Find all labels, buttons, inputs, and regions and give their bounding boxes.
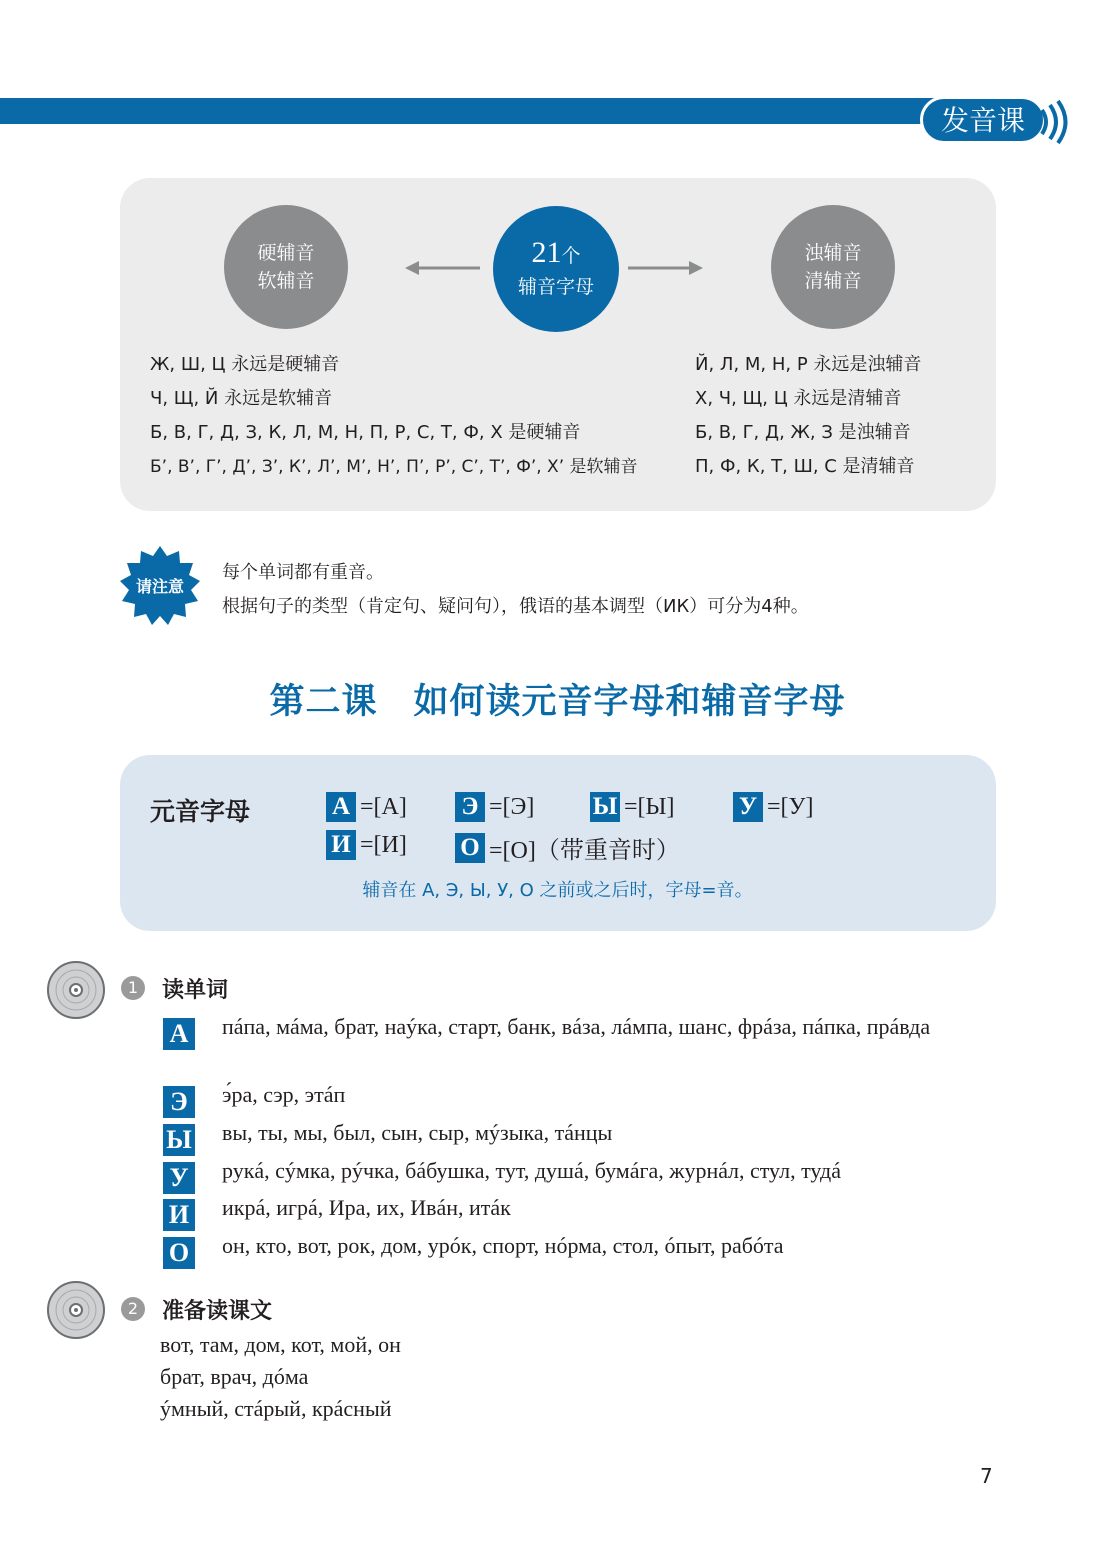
count-unit: 个 <box>561 246 581 267</box>
section-title: 读单词 <box>162 978 229 1003</box>
word-list: пáпа, мáма, брат, наýка, старт, банк, вáза, лáмпа, шанс, фрáза, пáпка, прáвда <box>222 1014 931 1039</box>
attention-badge-label: 请注意 <box>135 577 184 596</box>
section-number: 1 <box>121 976 145 1000</box>
consonant-rule: Б, В, Г, Д, З, К, Л, М, Н, П, Р, С, Т, Ф, Х 是硬辅音 <box>150 422 581 443</box>
consonant-rule: Ч, Щ, Й 永远是软辅音 <box>150 388 333 409</box>
vowel-letter: У <box>733 792 763 822</box>
lesson-title: 第二课 如何读元音字母和辅音字母 <box>269 682 846 722</box>
vowel-value: =[Ы] <box>624 793 675 820</box>
vowel-value: =[О]（带重音时） <box>489 838 680 864</box>
note-line: 每个单词都有重音。 <box>222 562 384 583</box>
vowel-item <box>455 792 534 822</box>
vowel-item <box>326 792 407 822</box>
voiced-voiceless-circle <box>771 205 895 329</box>
vowel-value: =[У] <box>767 793 814 820</box>
row-letter: Ы <box>163 1124 195 1156</box>
consonant-rule: Б, В, Г, Д, Ж, З 是浊辅音 <box>695 422 911 443</box>
vowel-item <box>733 792 814 822</box>
section-number: 2 <box>121 1297 145 1321</box>
circle-line: 辅音字母 <box>517 276 594 298</box>
header-band <box>0 98 1000 124</box>
consonant-count-circle <box>493 206 619 332</box>
row-letter: А <box>163 1018 195 1050</box>
circle-line: 清辅音 <box>804 270 862 292</box>
vowel-letter: И <box>326 830 356 860</box>
hard-soft-circle <box>224 205 348 329</box>
word-list: э́ра, сэр, этáп <box>222 1082 346 1107</box>
section-title: 准备读课文 <box>162 1299 273 1324</box>
vowel-item <box>455 830 680 865</box>
arrow-right-icon <box>628 258 703 278</box>
vowel-value: =[А] <box>360 793 407 820</box>
sound-wave-icon <box>1036 100 1068 144</box>
page-number: 7 <box>980 1464 993 1488</box>
vowel-note: 辅音在 А, Э, Ы, У, О 之前或之后时，字母=音。 <box>362 880 753 901</box>
row-letter: О <box>163 1237 195 1269</box>
word-list: рукá, сýмка, рýчка, бáбушка, тут, душá, бумáга, журнáл, стул, тудá <box>222 1158 841 1183</box>
reading-line: брат, врач, дóма <box>160 1364 309 1389</box>
consonant-rule: Х, Ч, Щ, Ц 永远是清辅音 <box>695 388 902 409</box>
reading-line: вот, там, дом, кот, мой, он <box>160 1332 401 1357</box>
consonant-count: 21 <box>531 236 562 269</box>
audio-cd-icon[interactable] <box>46 1280 106 1340</box>
row-letter: Э <box>163 1086 195 1118</box>
row-letter: У <box>163 1162 195 1194</box>
audio-cd-icon[interactable] <box>46 960 106 1020</box>
circle-line: 浊辅音 <box>804 242 862 264</box>
consonant-rule: Й, Л, М, Н, Р 永远是浊辅音 <box>695 354 922 375</box>
vowel-value: =[И] <box>360 831 407 858</box>
word-list: икрá, игрá, Ира, их, Ивáн, итáк <box>222 1195 511 1220</box>
circle-line: 硬辅音 <box>257 242 315 264</box>
reading-line: ýмный, стáрый, крáсный <box>160 1396 392 1421</box>
vowel-letter: Э <box>455 792 485 822</box>
consonant-rule: Ж, Ш, Ц 永远是硬辅音 <box>150 354 340 375</box>
vowel-letter: Ы <box>590 792 620 822</box>
note-line: 根据句子的类型（肯定句、疑问句），俄语的基本调型（ИК）可分为4种。 <box>222 596 809 617</box>
word-list: вы, ты, мы, был, сын, сыр, мýзыка, тáнцы <box>222 1120 613 1145</box>
vowel-letter: А <box>326 792 356 822</box>
consonant-rule: П, Ф, К, Т, Ш, С 是清辅音 <box>695 456 915 477</box>
vowel-label: 元音字母 <box>150 797 251 826</box>
consonant-rule: Б’, В’, Г’, Д’, З’, К’, Л’, М’, Н’, П’, Р’, С’, Т’, Ф’, Х’ 是软辅音 <box>150 457 638 477</box>
row-letter: И <box>163 1199 195 1231</box>
header-title: 发音课 <box>920 96 1046 144</box>
word-list: он, кто, вот, рок, дом, урóк, спорт, нóрма, стол, óпыт, рабóта <box>222 1233 784 1258</box>
circle-line: 软辅音 <box>257 270 315 292</box>
vowel-item <box>326 830 407 860</box>
arrow-left-icon <box>405 258 480 278</box>
vowel-letter: О <box>455 833 485 863</box>
vowel-value: =[Э] <box>489 793 535 820</box>
vowel-item <box>590 792 674 822</box>
